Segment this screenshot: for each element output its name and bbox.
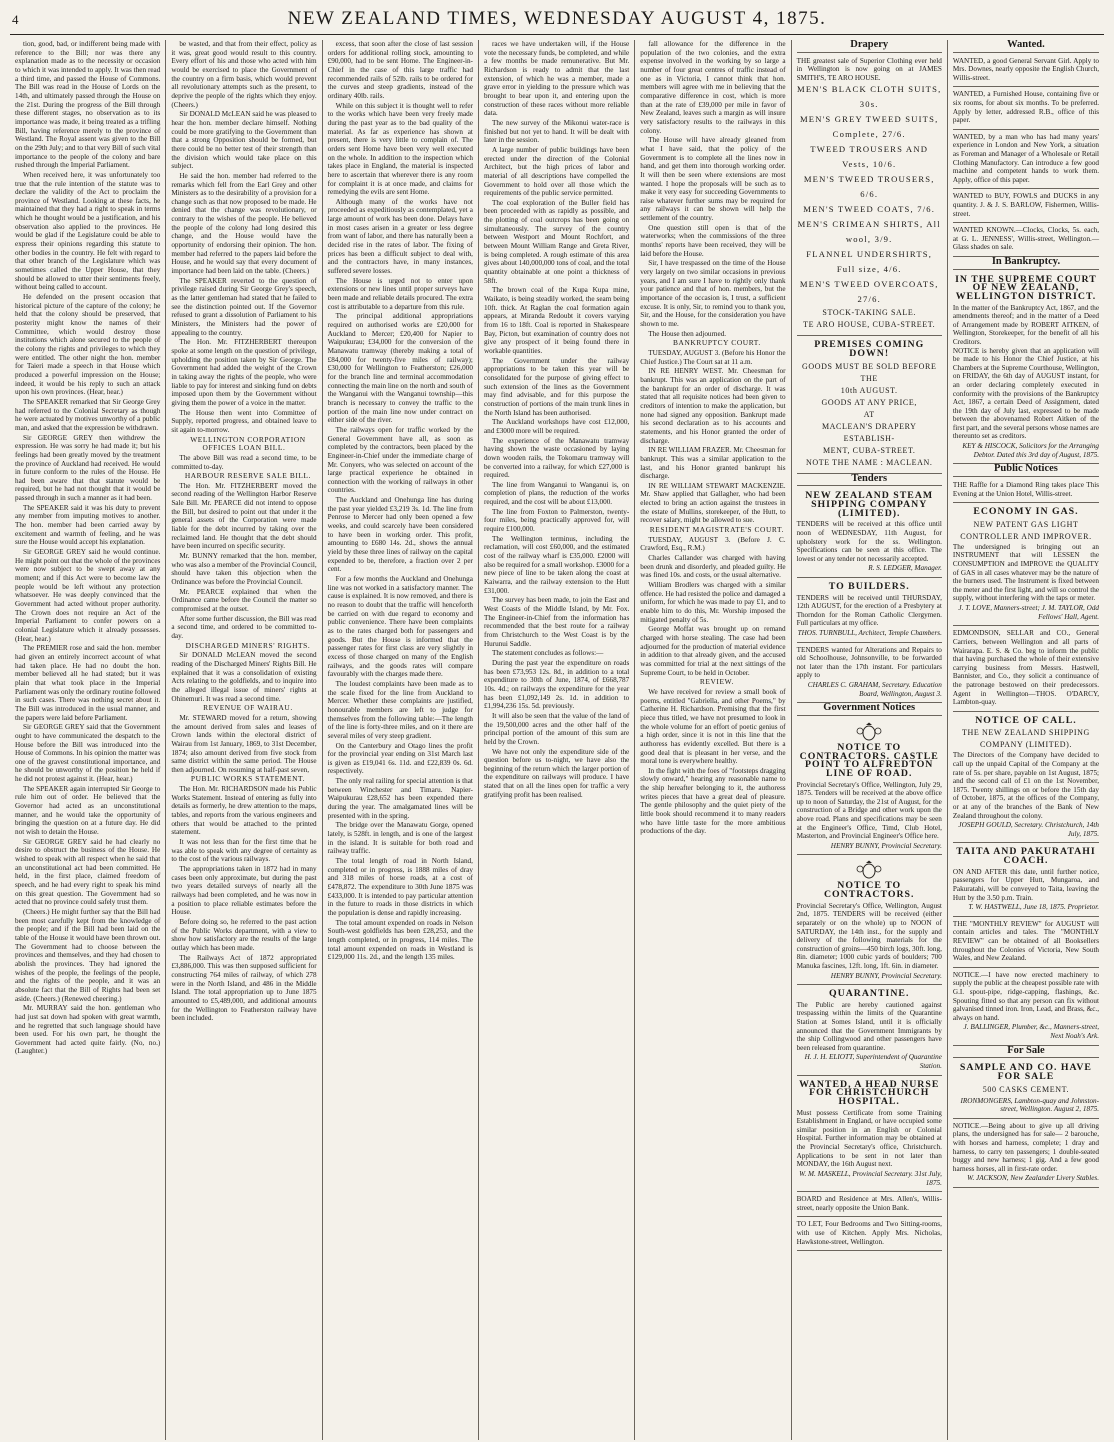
- shipping-sub: THE NEW ZEALAND SHIPPING COMPANY (LIMITED).: [962, 728, 1090, 750]
- column-1: [10, 40, 166, 1440]
- article-paragraph: It was not less than for the first time that he was able to speak with any degree of certainty as to the cost of the various railways.: [171, 838, 317, 864]
- for-sale-head: For Sale: [953, 1046, 1099, 1059]
- article-paragraph: A large number of public buildings have been erected under the direction of the Colonial Architect, but the high prices of labor and material of all descriptions have compelled the Government to hold over all those which the requirements of the public service permitted.: [483, 145, 630, 198]
- coach-title: TAITA AND PAKURATAHI COACH.: [956, 846, 1096, 867]
- notice-body: Provincial Secretary's Office, Wellington, July 29, 1875. Tenders will be received at the above office up to noon of Saturday, the 21st of August, for the construction of a Bridge and other work upon the above road. Plans and specifications may be seen at the Engineer's Office, Timd, Club Hotel, Masterton, and Provincial Engineer's Office here.: [796, 780, 942, 841]
- wanted-advert: [953, 54, 1099, 88]
- article-paragraph: On the Canterbury and Otago lines the profit for the provincial year ending on 31st March last is given as £19,041 6s. 11d. and £22,839 0s. 6d. respectively.: [327, 741, 473, 776]
- article-paragraph: Before doing so, he referred to the past action of the Public Works department, with a view to show how satisfactory are the results of the large outlay which has been made.: [171, 917, 317, 952]
- article-paragraph: The House then adjourned.: [648, 329, 727, 338]
- notice-body: Must possess Certificate from some Training Establishment in England, or have occupied some similar position in an English or Colonial Hospital. Further information may be obtained at the Provincial Secretary's office, Christchurch. Applications to be sent in not later than MONDAY, the 16th August next.: [796, 1108, 942, 1169]
- bankruptcy-title: IN THE SUPREME COURT OF NEW ZEALAND, WELLINGTON DISTRICT.: [955, 273, 1097, 302]
- tender-body: TENDERS will be received until THURSDAY, 12th AUGUST, for the erection of a Presbytery at Thorndon for the Roman Catholic Clergymen. Full particulars at my office.: [796, 593, 942, 628]
- drapery-item: MEN'S BLACK CLOTH SUITS, 30s.: [796, 84, 942, 110]
- notice-title: NOTICE TO CONTRACTORS.: [823, 880, 915, 901]
- wanted-list: [953, 54, 1099, 257]
- wanted-section-head: Wanted.: [953, 40, 1099, 53]
- tender-body: TENDERS will be received at this office until noon of WEDNESDAY, 11th August, for upholstery work for the ss. Wellington. Specifications can be seen at this office. The lowest or any tender not necessarily accepted.: [796, 520, 942, 563]
- plumber-advert: [953, 968, 1099, 1046]
- horses-sign: W. JACKSON, New Zealander Livery Stables.: [967, 1174, 1100, 1183]
- article-paragraph: The SPEAKER remarked that Sir George Grey had referred to the Colonial Secretary as though he were actuated by motives unworthy of a public man, and asked that the expression be withdrawn.: [15, 397, 161, 432]
- article-paragraph: He defended on the present occasion that historical picture of the capture of the colony; he held that the colony should be preserved, that posterity might know the names of their Committee, which would destroy those institutions which alone secured to the people of the colony the rights and privileges to which they were entitled. The other night the hon. member for Taieri made a speech in that House which produced a powerful impression on the House; indeed, it would be his reply to such an attack upon his own provinces. (Hear, hear.): [15, 293, 161, 397]
- section-subhead: PUBLIC WORKS STATEMENT.: [190, 774, 306, 784]
- notice-body: The Public are hereby cautioned against trespassing within the limits of the Quarantine Station at Somes Island, until it is officially announced that the Government Immigrants by the ship Collingwood and other passengers have been released from quarantine.: [796, 1000, 942, 1052]
- article-paragraph: The Railways Act of 1872 appropriated £3,886,000. This was then supposed sufficient for constructing 764 miles of railway, of which 278 were in the North Island, and 486 in the Middle Island. The total appropriation up to June 1875 amounted to £5,489,000, and additional amounts for the Wellington to Featherston railway have been included.: [171, 953, 317, 1023]
- drapery-section-head: Drapery: [797, 40, 942, 53]
- article-paragraph: When received here, it was unfortunately too true that the rule intention of the statute was to declare the validity of the Act to proclaim the province of Westland. Looking at these facts, he maintained that they had a right to speak in terms which he thought would be a justification, and his observation also applied to the provinces. He would be glad if the Legislature could be able to express their opinions regarding this statute to other bodies in the country. He felt with regard to that other branch of the Legislature which was sometimes called the Upper House, that they should be allowed to utter their sentiments freely, without being called to account.: [15, 170, 161, 292]
- coach-advert: [953, 843, 1099, 916]
- drapery-items: [797, 82, 942, 307]
- notice-body: Provincial Secretary's Office, Wellington, August 2nd, 1875. TENDERS will be received (either separately or on the whole) up to NOON of SATURDAY, the 14th inst., for the supply and delivery of the following materials for the construction of groins—450 birch logs, 30ft. long, 8in. diameter; 1000 cubic yards of boulders; 700 Manuka fascines, 12ft. long, 1ft. 6in. in diameter.: [796, 901, 942, 970]
- tender-steam-shipping: [797, 487, 942, 578]
- drapery-advert: [797, 54, 942, 337]
- article-paragraph: The total amount expended on roads in Nelson South-west goldfields has been £28,253, and the length completed, or in progress, 114 miles. The total amount expended on roads in Westland is £129,000 11s. 2d., and the length 135 miles.: [327, 918, 473, 962]
- article-paragraph: TUESDAY, AUGUST 3. (Before J. C. Crawford, Esq., R.M.): [640, 535, 786, 553]
- article-paragraph: The line from Wanganui to Wanganui is, on completion of plans, the reduction of the works required, and the cost will be about £13,000.: [483, 480, 630, 507]
- article-paragraph: It will also be seen that the value of the land of the 19,500,000 acres and the other half of the principal portion of the amount of this sum are held by the Crown.: [483, 711, 630, 746]
- public-notices-head: Public Notices: [953, 464, 1099, 477]
- wanted-advert: [953, 87, 1099, 129]
- article-paragraph: IN RE WILLIAM STEWART MACKENZIE. Mr. Shaw applied that Gallagher, who had been elected to bring an action against the trustees in the estate of Mullins, storekeeper, of the Hutt, to recover salary, might be allowed to sue.: [640, 481, 786, 525]
- columns: [10, 40, 1104, 1440]
- plumber-body: NOTICE.—I have now erected machinery to supply the public at the cheapest possible rate with G.I. spout-pipe, ridge-capping, flashings, &c. Spouting fitted so that any person can fix without galvanised tinned iron. Iron, Lead, and Brass, &c., always on hand.: [952, 970, 1100, 1022]
- government-notices-head: Government Notices: [797, 703, 942, 716]
- bankruptcy-section-head: In Bankruptcy.: [953, 257, 1099, 270]
- article-paragraph: The railways open for traffic worked by the General Government have all, as soon as completed by the contractors, been placed by the Engineer-in-Chief under the immediate charge of Mr. Conyers, who was selected on account of the large practical experience he obtained in connection with the working of railways in other countries.: [327, 425, 473, 495]
- page-header: [10, 8, 1104, 35]
- drapery-item: FLANNEL UNDERSHIRTS, Full size, 4/6.: [806, 249, 933, 275]
- monthly-review-advert: [953, 917, 1099, 968]
- article-paragraph: The experience of the Manawatu tramway having shown the waste occasioned by laying down wooden rails, the Tokomaru tramway will be converted into a railway, for which £27,000 is required.: [483, 436, 630, 480]
- coach-sign: T. W. HASTWELL, June 18, 1875. Proprietor.: [968, 903, 1100, 912]
- section-subhead: HARBOUR RESERVE SALE BILL.: [184, 471, 312, 481]
- wanted-body: WANTED, a good General Servant Girl. Apply to Mrs. Downes, nearly opposite the English Church, Willis-street.: [952, 56, 1100, 82]
- article-paragraph: Sir, I have trespassed on the time of the House very largely on two similar occasions in previous years, and I am sure I have to rightly only thank your patience and that of hon. members, but the importance of the occasion is, I trust, a sufficient excuse. It is only, Sir, to remind you to thank you, Sir, and the House, for the consideration you have shown to me.: [640, 259, 786, 328]
- economy-sign: J. T. LOVE, Manners-street; J. M. TAYLOR, Odd Fellows' Hall, Agent.: [958, 604, 1100, 621]
- article-paragraph: (Cheers.) He might further say that the Bill had been most carefully kept from the knowledge of the people; and if the Bill had been laid on the table of the House it would have been thrown out. The Government had to choose between the provinces and themselves, and they had chosen to abolish the provinces. They had ignored the wishes of the people, the feelings of the people, and the rights of the people, and it was an absolute fact that the Bill of Rights had been set aside. (Cheers.) (Renewed cheering.): [15, 907, 161, 1003]
- drapery-item: MEN'S TWEED TROUSERS, 6/6.: [803, 174, 935, 200]
- drapery-footer: TE ARO HOUSE, CUBA-STREET.: [803, 320, 936, 330]
- notice-title: QUARANTINE.: [829, 988, 910, 1000]
- article-paragraph: Sir GEORGE GREY said that the Government ought to have communicated the despatch to the House before the Bill was introduced into the House of Commons. In his opinion the matter was one of the gravest constitutional importance, and he should be unworthy of the position he held if he did not protest against it. (Hear, hear.): [15, 723, 161, 784]
- tender-title: TO BUILDERS.: [828, 581, 910, 592]
- article-paragraph: races we have undertaken will, if the House vote the necessary funds, be completed, and while a few months be made remunerative. But Mr. Richardson is ready to admit that the last extension, of which he was a member, made a grave error in yielding to the pressure which was brought to bear upon it, and entering upon the construction of these races without more reliable data.: [483, 40, 630, 118]
- edmondson-advert: [953, 626, 1099, 711]
- shipping-body: The Directors of the Company have decided to call up the unpaid Capital of the Company at the rate of 5s. per share, payable on 1st August, 1875; and the second call of £1 on the 1st November, 1875. Twenty shillings on or before the 15th day of October, 1875, at the offices of the Company, or at any of the branches of the Bank of New Zealand throughout the colony.: [952, 751, 1100, 820]
- notice-title: NOTICE TO CONTRACTORS. CASTLE POINT TO ALFREDTON LINE OF ROAD.: [799, 742, 939, 779]
- board-body: BOARD and Residence at Mrs. Allen's, Willis-street, nearly opposite the Union Bank.: [796, 1195, 942, 1212]
- shipping-sign: JOSEPH GOULD, Secretary. Christchurch, 14th July, 1875.: [958, 821, 1100, 838]
- tender-sign: THOS. TURNBULL, Architect, Temple Chambers.: [797, 629, 942, 638]
- drapery-item: TWEED TROUSERS AND Vests, 10/6.: [810, 144, 929, 170]
- article-paragraph: After some further discussion, the Bill was read a second time, and ordered to be committed to-day.: [171, 614, 317, 640]
- masthead-title: NEW ZEALAND TIMES, WEDNESDAY AUGUST 4, 1875.: [287, 8, 827, 29]
- article-paragraph: The Auckland workshops have cost £12,000, and £3000 more will be required.: [483, 418, 630, 435]
- notice-sign: W. M. MASKELL, Provincial Secretary. 31st July, 1875.: [799, 1169, 942, 1187]
- article-paragraph: Sir GEORGE GREY said he would continue. He might point out that the whole of the provinces were now subject to be swept away at any moment; and if this Act were to become law the people would be left without any protection whatsoever. He was deeply convinced that the Government had acted without proper authority. The Crown does not require an Act of the Imperial Parliament to confer powers on a colonial Legislature which it already possesses. (Hear, hear.): [15, 548, 161, 643]
- article-paragraph: For a few months the Auckland and Onehunga line was not worked in a satisfactory manner. The cause is explained. It is now removed, and there is no reason to doubt that the traffic will henceforth be carried on with due regard to economy and public convenience. There have been complaints as to the rates charged both for passengers and goods. But the House is informed that the passenger rates for first class are very slightly in excess of those charged on many of the English railways, and the goods rates will compare favourably with the charges made there.: [327, 575, 473, 679]
- article-paragraph: Although many of the works have not proceeded as expeditiously as contemplated, yet a large amount of work has been done. Delays have in most cases arisen in a greater or less degree from want of labor, and there has naturally been a decided rise in the rates of labor. The fixing of prices has been a difficult subject to deal with, and the contractors have, in many instances, suffered severe losses.: [327, 197, 473, 276]
- section-subhead: DISCHARGED MINERS' RIGHTS.: [185, 640, 311, 650]
- article-paragraph: The total length of road in North Island, completed or in progress, is 1888 miles of dray and 318 miles of horse roads, at a cost of £478,872. The expenditure to 30th June 1875 was £433,000. It is intended to pay particular attention in the future to roads in those districts in which the population is dense and rapidly increasing.: [327, 857, 473, 917]
- coach-body: ON AND AFTER this date, until further notice, passengers for Upper Hutt, Mungaroa, and Pakuratahi, will be conveyed to Taita, leaving the Hutt by the 3.50 p.m. Train.: [952, 867, 1100, 902]
- shipping-call-notice: [953, 712, 1099, 844]
- article-paragraph: The line from Foxton to Palmerston, twenty-four miles, being practically approved for, will require £100,000.: [483, 507, 630, 534]
- article-paragraph: Sir GEORGE GREY said he had clearly no desire to obstruct the business of the House. He wished to speak with all respect when he said that an unconstitutional act had been committed. He held, in the first place, claimed freedom of speech, and he had every right to speak his mind on this great question. The Government had so acted that no province could safely trust them.: [15, 837, 161, 907]
- cement-sub: 500 CASKS CEMENT.: [982, 1084, 1070, 1094]
- article-paragraph: The House will have already gleaned from what I have said, that the policy of the Government is to complete all the lines now in hand, and get them into thorough working order. It will then be seen where extensions are most wanted. I hope the proposals will be such as to make it very easy for succeeding Governments to raise whatever further sums may be required for any railways it can be shown will help the settlement of the country.: [640, 136, 786, 223]
- section-subhead: WELLINGTON CORPORATION OFFICES LOAN BILL.: [190, 434, 306, 453]
- economy-title: ECONOMY IN GAS.: [973, 506, 1079, 518]
- tenders-section-head: Tenders: [797, 474, 942, 487]
- article-paragraph: The bridge over the Manawatu Gorge, opened lately, is 528ft. in length, and is one of the largest in the island. It is suitable for both road and railway traffic.: [327, 821, 473, 856]
- premises-line: GOODS MUST BE SOLD BEFORE THE: [802, 361, 937, 383]
- gov-notice-head-nurse: [797, 1076, 942, 1192]
- to-let-body: TO LET, Four Bedrooms and Two Sitting-rooms, with use of Kitchen. Apply Mrs. Nicholas, Hawkstone-street, Wellington.: [796, 1220, 942, 1246]
- article-paragraph: The SPEAKER reverted to the question of privilege raised during Sir George Grey's speech, as the latter gentleman had stated that he failed to see the distinction pointed out. If the Governor refused to grant a dissolution of Parliament to his Ministers, the Ministers had the power of appealing to the country.: [171, 276, 317, 337]
- to-let-advert: [797, 1217, 942, 1251]
- bankruptcy-sign: KEY & HISCOCK, Solicitors for the Arranging Debtor. Dated this 3rd day of August, 1875.: [962, 442, 1100, 459]
- article-paragraph: Sir DONALD McLEAN moved the second reading of the Discharged Miners' Rights Bill. He explained that it was a consolidation of existing Acts relating to the goldfields, and to inquire into the alleged illegal issue of miners' rights at Ohinemuri. It was read a second time.: [171, 651, 317, 703]
- article-paragraph: One question still open is that of the waterworks; when the commissions of the three months' reports have been received, they will be laid before the House.: [640, 223, 786, 258]
- drapery-item: MEN'S CRIMEAN SHIRTS, All wool, 3/9.: [797, 219, 941, 245]
- economy-sub: NEW PATENT GAS LIGHT CONTROLLER AND IMPROVER.: [960, 519, 1092, 541]
- article-paragraph: The principal additional appropriations required on authorised works are £20,000 for Auckland to Mercer; £20,400 for Napier to Waipukurau; £34,000 for the conversion of the Manawatu tramway (thereby making a total of £84,000 for twenty-five miles of railway); £30,000 for Wellington to Featherston; £26,000 for the branch line and terminal accommodation connecting the main line on the north and south of the Wanganui with the Wanganui township—this branch is necessary to convey the traffic to the portion of the main line now under contract on either side of the river.: [327, 312, 473, 425]
- notice-sign: HENRY BUNNY, Provincial Secretary.: [830, 841, 942, 850]
- premises-line: MENT, CUBA-STREET.: [822, 445, 916, 455]
- notice-sign: H. J. H. ELIOTT, Superintendent of Quarantine Station.: [804, 1053, 942, 1071]
- article-paragraph: He said the hon. member had referred to the remarks which fell from the Earl Grey and other Ministers as to the desirability of a provision for a change such as that now proposed to be made. He denied that the change was revolutionary, or contrary to the wishes of the people. He believed the people of the colony had long desired this change, and the House would have the opportunity of endorsing their opinion. The hon. member had referred to the papers laid before the House, and he would say that every document of importance had been laid on the table. (Cheers.): [171, 171, 317, 276]
- article-paragraph: TUESDAY, AUGUST 3. (Before his Honor the Chief Justice.) The Court sat at 11 a.m.: [640, 348, 786, 366]
- column-4: [479, 40, 635, 1440]
- column-2: [166, 40, 322, 1440]
- article-paragraph: The statement concludes as follows:—: [491, 649, 604, 658]
- article-paragraph: In the fight with the foes of "footsteps dragging slowly onward," hearing any reasonable name to the ship hereafter belonging to it, the authoress writes pieces that have a great deal of pleasure. The gentle philosophy and the quiet piety of the little book should recommend it to many readers who have little taste for the more ambitious productions of the day.: [640, 766, 786, 836]
- article-paragraph: The PREMIER rose and said the hon. member had given an entirely incorrect account of what had taken place. He had no doubt the hon. member believed all he had stated; but it was plain that what took place in the Imperial Parliament was only the ordinary routine followed in such cases. There was nothing secret about it. The Bill was introduced in the usual manner, and the papers were laid before Parliament.: [15, 644, 161, 722]
- section-subhead: BANKRUPTCY COURT.: [673, 338, 761, 348]
- horses-advert: [953, 1119, 1099, 1188]
- tender-title: NEW ZEALAND STEAM SHIPPING COMPANY (LIMITED).: [805, 490, 934, 519]
- royal-crest-icon: [855, 860, 883, 880]
- article-paragraph: Mr. BUNNY remarked that the hon. member, who was also a member of the Provincial Council, should have taken this objection when the Ordinance was before the Provincial Council.: [171, 552, 317, 587]
- article-paragraph: The House then went into Committee of Supply, reported progress, and obtained leave to sit again to-morrow.: [171, 408, 317, 434]
- article-paragraph: excess, that soon after the close of last session orders for additional rolling stock, amounting to £90,000, had to be sent Home. The Engineer-in-Chief in the case of this large traffic had recommended rails of 52lb. rails to be ordered for the curves and steep gradients, instead of the ordinary 40lb. rails.: [327, 40, 473, 100]
- article-paragraph: The loudest complaints have been made as to the scale fixed for the line from Auckland to Mercer. Whether these complaints are justified, honourable members are left to judge for themselves from the following table:—The length of the line is forty-three miles, and on it there are several miles of very steep gradient.: [327, 679, 473, 740]
- article-paragraph: IN RE WILLIAM FRAZER. Mr. Cheesman for bankrupt. This was a similar application to the last, and his Honor granted bankrupt his discharge.: [640, 446, 786, 481]
- premises-line: NOTE THE NAME : MACLEAN.: [805, 457, 933, 467]
- raffle-body: THE Raffle for a Diamond Ring takes place This Evening at the Union Hotel, Willis-street.: [952, 481, 1100, 498]
- article-paragraph: The SPEAKER said it was his duty to prevent any member from imputing motives to another. The hon. member had been carried away by excitement and warmth of feeling, and he was sure the House would accept his explanation.: [15, 503, 161, 547]
- article-paragraph: The new survey of the Mikonui water-race is finished but not yet to hand. It will be dealt with later in the session.: [483, 118, 630, 145]
- article-paragraph: The brown coal of the Kupa Kupa mine, Waikato, is being steadily worked, the seam being 10ft. thick. At Raglan the coal formation again appears, at Miranda Redoubt it covers varying from 16 to 18ft. Coal is reported in Shakespeare Bay, Picton, but examination of country does not give any prospect of it being found there in workable quantities.: [483, 286, 630, 355]
- tender-schoolhouse: [797, 643, 942, 704]
- gov-notice-contractors: [797, 855, 942, 985]
- article-paragraph: be wasted, and that from their effect, policy as it was, great good would result to this country. Every effort of his and those who acted with him would be exercised to place the Government of the country on a firm basis, which would prevent all revolutionary attempts such as the present, to deprive the people of the rights which they enjoy. (Cheers.): [171, 40, 317, 109]
- article-paragraph: fall allowance for the difference in the population of the two colonies, and the extra expense involved in the working by so large a number of four great centres of traffic instead of one as in Victoria, I cannot think that hon. members will agree with me in believing that the comparative difference in cost, which is more than at the rate of £39,000 per mile in favor of New Zealand, leaves such a margin as will insure very satisfactory results to the railways in this colony.: [640, 40, 786, 135]
- article-paragraph: The appropriations taken in 1872 had in many cases been only approximate, but during the past two years detailed surveys of nearly all the railways had been completed, and he was now in a position to place reliable estimates before the House.: [171, 865, 317, 917]
- tender-sign: R. S. LEDGER, Manager.: [868, 564, 942, 573]
- wanted-advert: [953, 130, 1099, 190]
- board-residence-advert: [797, 1192, 942, 1217]
- column-6-advertisements: [792, 40, 948, 1440]
- economy-body: The undersigned is bringing out an INSTRUMENT that will LESSEN the CONSUMPTION and IMPROVE the QUALITY of GAS in all cases whatever may be the nature of the burners used. The Instrument is fixed between the meter and the first light, and will so control the supply, without interfering with the taps or meter.: [952, 542, 1100, 603]
- bankruptcy-sub: In the matter of the Bankruptcy Act, 1867, and the amendments thereof; and in the matter of a Deed of Arrangement made by ROBERT AITKEN, of Wellington, Storekeeper, for the benefit of all his Creditors.: [952, 303, 1100, 346]
- wanted-body: WANTED, by a man who has had many years' experience in London and New York, a situation as Foreman and Manager of a Wholesale or Retail Clothing Manufactory. Can introduce a few good machine and competent hands to work them. Apply, office of this paper.: [952, 132, 1100, 184]
- premises-line: MACLEAN'S DRAPERY ESTABLISH-: [821, 421, 917, 443]
- raffle-notice: [953, 478, 1099, 503]
- column-5: [635, 40, 791, 1440]
- page-number: 4: [12, 12, 19, 27]
- drapery-intro: THE greatest sale of Superior Clothing ever held in Wellington is now going on at JAMES SMITH'S, TE ARO HOUSE.: [796, 56, 942, 82]
- bankruptcy-notice: [953, 271, 1099, 465]
- article-paragraph: The only real railing for special attention is that between Winchester and Timaru. Napier-Waipukurau £28,652 has been expended there during the year. The amalgamated lines will be presented with in the spring.: [327, 777, 473, 820]
- edmondson-body: EDMONDSON, SELLAR and CO., General Carriers, between Wellington and all parts of Wairarapa. E. S. & Co. beg to inform the public that having purchased the whole of their extensive carrying business from Messrs. Hastwell, Bannister, and Co., they solicit a continuance of the patronage bestowed on their predecessors. Agent in Wellington—THOS. O'DARCY, Lambton-quay.: [952, 629, 1100, 707]
- drapery-stock-sale: STOCK-TAKING SALE.: [822, 308, 916, 318]
- drapery-item: MEN'S TWEED COATS, 7/6.: [803, 204, 936, 215]
- section-subhead: RESIDENT MAGISTRATE'S COURT.: [649, 525, 785, 535]
- gov-notice-quarantine: [797, 985, 942, 1076]
- premises-advert: [797, 336, 942, 473]
- premises-line: 10th AUGUST.: [840, 385, 898, 395]
- article-paragraph: While on this subject it is thought well to refer to the works which have been very freely made during the past year as to the bad quality of the material. As far as experience has shown at present, there is very little to complain of. The orders sent Home have been very well executed on the whole. In addition to the inspection which takes place in England, the material is inspected here to ascertain that wherever there is any room for complaint it is at once made, and claims for remedying the evils are sent Home.: [327, 101, 473, 197]
- royal-crest-icon: [855, 722, 883, 742]
- article-paragraph: The Hon. Mr. RICHARDSON made his Public Works Statement. Instead of entering as fully into details as formerly, he drew attention to the maps, tables, and reports from the various engineers and others that would be attached to the printed statement.: [171, 785, 317, 837]
- cement-advert: [953, 1059, 1099, 1119]
- notice-title: WANTED, A HEAD NURSE FOR CHRISTCHURCH HOSPITAL.: [799, 1078, 940, 1108]
- article-paragraph: William Brodlers was charged with a similar offence. He had resisted the police and damaged a uniform, for which he was made to pay £1, and to enable him to do this, Mr. Worship imposed the mitigated penalty of 5s.: [640, 581, 786, 624]
- notice-sign: HENRY BUNNY, Provincial Secretary.: [830, 971, 942, 980]
- article-paragraph: The House is urged not to enter upon extensions or new lines until proper surveys have been made and reliable details procured. The extra cost is attributable to a departure from this rule.: [327, 276, 473, 311]
- premises-line: AT: [863, 409, 875, 419]
- wanted-body: WANTED to BUY, FOWLS and DUCKS in any quantity. J. & J. S. BARLOW, Fishermen, Willis-street.: [952, 192, 1100, 218]
- article-paragraph: Mr. PEARCE explained that when the Ordinance came before the Council the matter so compromised at the outset.: [171, 587, 317, 613]
- drapery-item: MEN'S GREY TWEED SUITS, Complete, 27/6.: [799, 114, 939, 140]
- article-paragraph: The Government under the railway appropriations to be taken this year will be consolidated for the purpose of giving effect to such extension of the lines as the Government may find advisable, and for this purpose the construction of portions of the main trunk lines in the North Island has been authorised.: [483, 356, 630, 417]
- premises-line: GOODS AT ANY PRICE,: [821, 397, 917, 407]
- article-paragraph: The survey has been made, to join the East and West Coasts of the Middle Island, by Mr. Fox. The Engineer-in-Chief from the information has recommended that the best route for a railway from Christchurch to the West Coast is by the Hurunui Saddle.: [483, 596, 630, 648]
- article-paragraph: The above Bill was read a second time, to be committed to-day.: [171, 453, 317, 471]
- article-paragraph: tion, good, bad, or indifferent being made with reference to the Bill; nor was there any explanation made as to the necessity or occasion to which it was intended to apply. It was then read a third time, and passed the House of Commons. The Bill was read in the House of Lords on the 14th, and ultimately passed through the House on the 21st. During the progress of the Bill through these different stages, no observation as to its importance was made, it being treated as a trifling Bill, having reference merely to the province of Westland. The Royal assent was given to the Bill on the 29th July; and to that very Bill of such vital importance to the people of the colony and bare rushed through the Imperial Parliament.: [15, 40, 161, 170]
- plumber-sign: J. BALLINGER, Plumber, &c., Manners-street, Next Noah's Ark.: [963, 1023, 1100, 1040]
- monthly-body: THE "MONTHLY REVIEW" for AUGUST will contain articles and tales. The "MONTHLY REVIEW" can be obtained of all Booksellers throughout the Colonies of Victoria, New South Wales, and New Zealand.: [952, 919, 1100, 963]
- article-paragraph: Mr. MURRAY said the hon. gentleman who had just sat down had spoken with great warmth, and he regretted that such language should have been used. For his own part, he thought the Government had acted quite fairly. (No, no.) (Laughter.): [15, 1004, 161, 1056]
- premises-lines: [797, 361, 942, 469]
- cement-sign: IRONMONGERS, Lambton-quay and Johnston-street, Wellington. August 2, 1875.: [960, 1096, 1100, 1114]
- tender-builders: [797, 578, 942, 643]
- gov-notice-castle-point: [797, 717, 942, 855]
- article-paragraph: We have not only the expenditure side of the question before us to-night, we have also the beginning of the return which the larger portion of the expenditure on railways will produce. I have stated that on all the lines open for traffic a very gratifying profit has been realised.: [483, 747, 630, 799]
- article-paragraph: The Hon. Mr. FITZHERBERT thereupon spoke at some length on the question of privilege, upholding the position taken by Sir George. The Government had added the weight of the Crown in taking away the rights of the people, who were liable to pay for interest and sinking fund on debts imposed upon them by the Government without giving them the power of a voice in the matter.: [171, 338, 317, 407]
- wanted-advert: [953, 223, 1099, 257]
- article-paragraph: IN RE HENRY WEST. Mr. Cheesman for bankrupt. This was an application on the part of the bankrupt for an order of discharge. It was stated that all requisite notices had been given to creditors of intention to make the application, but none had signed any opposition. Bankrupt made his second declaration as to his accounts and statements, and his Honor granted the order of discharge.: [640, 367, 786, 445]
- economy-gas-advert: [953, 503, 1099, 626]
- article-paragraph: We have received for review a small book of poems, entitled "Gabriella, and other Poems," by Catherine H. Richardson. Premising that the first piece thus titled, we have not presumed to look in the whole volume for an effort of poetic genius of a high order, since it is not in this line that the authoress has evidently excelled. But there is a good deal that is pleasant in her verse, and the moral tone is everywhere healthy.: [640, 687, 786, 766]
- bankruptcy-body: NOTICE is hereby given that an application will be made to his Honor the Chief Justice, at his Chambers at the Supreme Courthouse, Wellington, on FRIDAY, the 6th day of AUGUST instant, for an order declaring completely executed in conformity with the provisions of the Bankruptcy Act, 1867, a certain Deed of Assignment, dated the 19th day of July last, expressed to be made between the abovenamed Robert Aitken of the first part, and the several persons whose names are thereunto set as creditors.: [952, 346, 1100, 441]
- column-7-advertisements: [948, 40, 1104, 1440]
- article-paragraph: Sir GEORGE GREY then withdrew the expression. He was sorry he had made it; but his feelings had been greatly moved by the treatment the province of Auckland had received. He would in future conform to the rules of the House. He had been aware that that statute would be required, but he had not thought that it would be passed through in such a manner as it had been.: [15, 433, 161, 503]
- article-paragraph: The Hon. Mr. FITZHERBERT moved the second reading of the Wellington Harbor Reserve Sale Bill. Mr. PEARCE did not intend to oppose the Bill, but desired to point out that under it the general assets of the Corporation were made liable for the debt incurred by taking over the reclaimed land. He thought that the debt should have been incurred on specific security.: [171, 481, 317, 551]
- shipping-title: NOTICE OF CALL.: [975, 714, 1077, 726]
- tender-body: TENDERS wanted for Alterations and Repairs to old Schoolhouse, Johnsonville, to be forwarded not later than the 17th instant. For particulars apply to: [796, 645, 942, 680]
- wanted-body: WANTED KNOWN.—Clocks, Clocks, 5s. each, at G. L. JENNESS', Willis-street, Wellington.—Glass shades on sale.: [952, 226, 1100, 252]
- column-3: [323, 40, 479, 1440]
- article-paragraph: Charles Callander was charged with having been drunk and disorderly, and pleaded guilty. He was fined 10s. and costs, or the usual alternative.: [640, 554, 786, 580]
- article-paragraph: During the past year the expenditure on roads has been £73,953 12s. 8d., in addition to a total expenditure to 30th of June, 1874, of £668,787 10s. 4d.; on railways the expenditure for the year has been £1,092,149 2s. 1d. in addition to £1,994,236 15s. 5d. previously.: [483, 658, 630, 711]
- tender-sign: CHARLES C. GRAHAM, Secretary. Education Board, Wellington, August 3.: [807, 681, 942, 698]
- article-paragraph: The coal exploration of the Buller field has been proceeded with as rapidly as possible, and the plotting of coal outcrops has been going on simultaneously. The survey of the country between Westport and Mount Rochfort, and between Mount William Range and Greta River, is being completed. A rough estimate of this area gives about 140,000,000 tons of coal, and the total quantity obtainable at one point a thickness of 58ft.: [483, 198, 630, 285]
- article-paragraph: Sir DONALD McLEAN said he was pleased to hear the hon. member declare himself. Nothing could be more gratifying to the Government than that a strong Opposition should be formed, but there could be no better test of their strength than the division which would take place on this subject.: [171, 110, 317, 171]
- article-paragraph: The Auckland and Onehunga line has during the past year yielded £3,219 3s. 1d. The line from Penrose to Mercer had only been opened a few weeks, and could scarcely have been considered to have been in working order. This profit, amounting to £680 14s. 2d., shows the annual yield by these three lines of railway on the capital expended to be, therefore, a fraction over 2 per cent.: [327, 496, 473, 574]
- premises-head: PREMISES COMING DOWN!: [814, 339, 925, 360]
- section-subhead: REVIEW.: [699, 677, 734, 687]
- article-paragraph: The Wellington terminus, including the reclamation, will cost £60,000, and the estimated cost of the railway wharf is £35,000. £2000 will also be required for a small workshop. £3000 for a new piece of line to be taken along the coast at Kaiwarra, and the railway extension to the Hutt £31,000.: [483, 534, 630, 595]
- article-paragraph: Mr. STEWARD moved for a return, showing the amount derived from sales and leases of Crown lands within the electoral district of Wairau from 1st January, 1869, to 31st December, 1874; also amount derived from five stock from same district within the same period. The House then adjourned. On resuming at half-past seven,: [171, 713, 317, 774]
- drapery-item: MEN'S TWEED OVERCOATS, 27/6.: [799, 279, 939, 305]
- wanted-advert: [953, 189, 1099, 223]
- article-paragraph: The SPEAKER again interrupted Sir George to rule him out of order. He believed that the Governor had acted as an unconstitutional manner, and he would take the opportunity of bringing the question on at a future day. He did not wish to detain the House.: [15, 784, 161, 837]
- cement-title: SAMPLE AND CO. HAVE FOR SALE: [959, 1062, 1092, 1082]
- horses-body: NOTICE.—Being about to give up all driving plans, the undersigned has for sale— 2 barouche, with horses and harness, complete; 1 dray and harness, to carry ten passengers; 1 double-seated buggy and new harness; 1 gig. And a few good harness horses, all in first-rate order.: [952, 1121, 1100, 1173]
- wanted-body: WANTED, a Furnished House, containing five or six rooms, for about six months. To be preferred. Apply by letter, addressed R.B., office of this paper.: [952, 90, 1100, 125]
- section-subhead: REVENUE OF WAIRAU.: [203, 703, 293, 713]
- article-paragraph: George Moffat was brought up on remand charged with horse stealing. The case had been adjourned for the production of material evidence in addition to that already given, and the accused was committed for trial at the next sittings of the Supreme Court, to be held in October.: [640, 625, 786, 677]
